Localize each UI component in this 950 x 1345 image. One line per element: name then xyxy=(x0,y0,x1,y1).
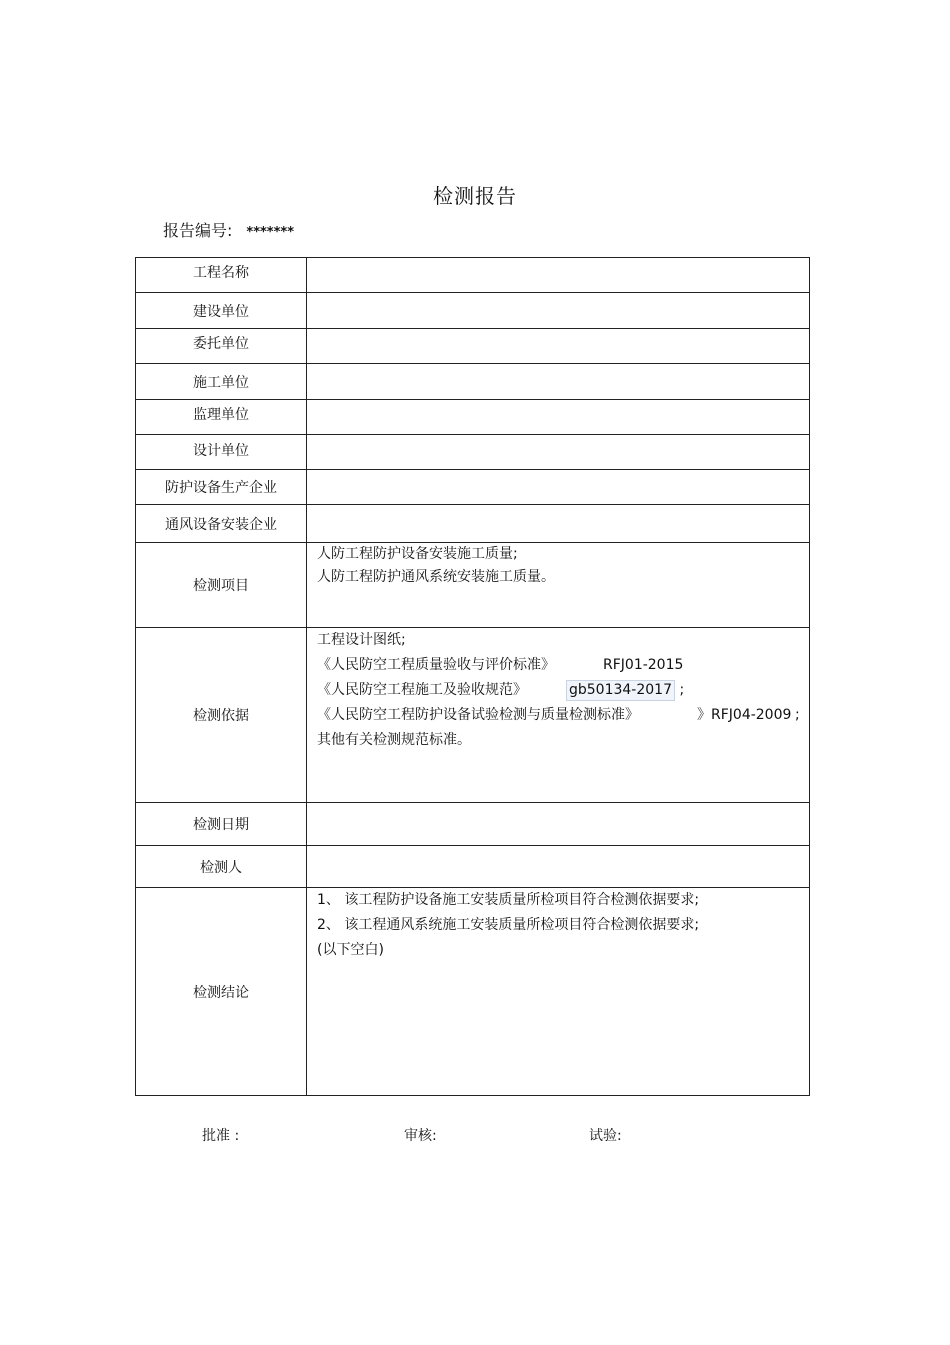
row-tester xyxy=(136,846,810,888)
row-protection-manufacturer xyxy=(136,470,810,505)
label-construction-unit: 建设单位 xyxy=(136,293,307,329)
row-builder-unit xyxy=(136,364,810,400)
field-construction-unit[interactable] xyxy=(307,293,810,329)
row-conclusion xyxy=(136,888,810,1096)
row-test-items xyxy=(136,543,810,628)
row-project-name xyxy=(136,258,810,293)
test-item-line: 人防工程防护通风系统安装施工质量。 xyxy=(317,569,555,585)
conclusion-line: (以下空白) xyxy=(317,942,384,958)
basis-standard-2-code[interactable]: gb50134-2017 xyxy=(566,680,675,701)
field-test-date[interactable] xyxy=(307,803,810,846)
label-supervision-unit: 监理单位 xyxy=(136,400,307,435)
basis-line-standard-3 xyxy=(317,703,809,728)
field-project-name[interactable] xyxy=(307,258,810,293)
report-number-value: ******* xyxy=(246,225,294,240)
label-project-name: 工程名称 xyxy=(136,258,307,293)
field-ventilation-installer[interactable] xyxy=(307,505,810,543)
field-builder-unit[interactable] xyxy=(307,364,810,400)
basis-standard-1-code: RFJ01-2015 xyxy=(603,657,684,673)
label-tester: 检测人 xyxy=(136,846,307,888)
row-test-date xyxy=(136,803,810,846)
basis-line-standard-2 xyxy=(317,678,809,703)
conclusion-line: 2、 该工程通风系统施工安装质量所检项目符合检测依据要求; xyxy=(317,917,700,933)
label-test-basis: 检测依据 xyxy=(136,628,307,803)
row-client-unit xyxy=(136,329,810,364)
field-test-basis[interactable] xyxy=(307,628,810,803)
field-protection-manufacturer[interactable] xyxy=(307,470,810,505)
field-test-items[interactable] xyxy=(307,543,810,628)
review-signature: 审核: xyxy=(404,1128,437,1144)
field-conclusion[interactable] xyxy=(307,888,810,1096)
field-supervision-unit[interactable] xyxy=(307,400,810,435)
row-supervision-unit xyxy=(136,400,810,435)
report-number xyxy=(163,218,294,241)
basis-line-drawings: 工程设计图纸; xyxy=(317,632,406,648)
label-conclusion: 检测结论 xyxy=(136,888,307,1096)
basis-standard-2-title: 《人民防空工程施工及验收规范》 xyxy=(317,682,527,698)
row-ventilation-installer xyxy=(136,505,810,543)
label-design-unit: 设计单位 xyxy=(136,435,307,470)
field-tester[interactable] xyxy=(307,846,810,888)
basis-standard-2-suffix: ; xyxy=(679,682,685,698)
label-test-items: 检测项目 xyxy=(136,543,307,628)
label-protection-manufacturer: 防护设备生产企业 xyxy=(136,470,307,505)
row-test-basis xyxy=(136,628,810,803)
basis-line-standard-1 xyxy=(317,653,809,678)
label-builder-unit: 施工单位 xyxy=(136,364,307,400)
row-design-unit xyxy=(136,435,810,470)
report-table xyxy=(135,257,810,1096)
basis-standard-3-title: 《人民防空工程防护设备试验检测与质量检测标准》 xyxy=(317,707,639,723)
basis-line-other: 其他有关检测规范标准。 xyxy=(317,732,471,748)
basis-standard-3-suffix: ; xyxy=(795,707,800,723)
row-construction-unit xyxy=(136,293,810,329)
page-title: 检测报告 xyxy=(433,184,517,208)
label-ventilation-installer: 通风设备安装企业 xyxy=(136,505,307,543)
test-item-line: 人防工程防护设备安装施工质量; xyxy=(317,546,518,562)
label-test-date: 检测日期 xyxy=(136,803,307,846)
field-design-unit[interactable] xyxy=(307,435,810,470)
report-number-label: 报告编号: xyxy=(163,221,233,240)
approve-signature: 批准 : xyxy=(202,1128,240,1144)
basis-standard-3-code: 》RFJ04-2009 xyxy=(697,707,792,723)
field-client-unit[interactable] xyxy=(307,329,810,364)
conclusion-line: 1、 该工程防护设备施工安装质量所检项目符合检测依据要求; xyxy=(317,892,700,908)
label-client-unit: 委托单位 xyxy=(136,329,307,364)
test-signature: 试验: xyxy=(589,1128,622,1144)
basis-standard-1-title: 《人民防空工程质量验收与评价标准》 xyxy=(317,657,555,673)
